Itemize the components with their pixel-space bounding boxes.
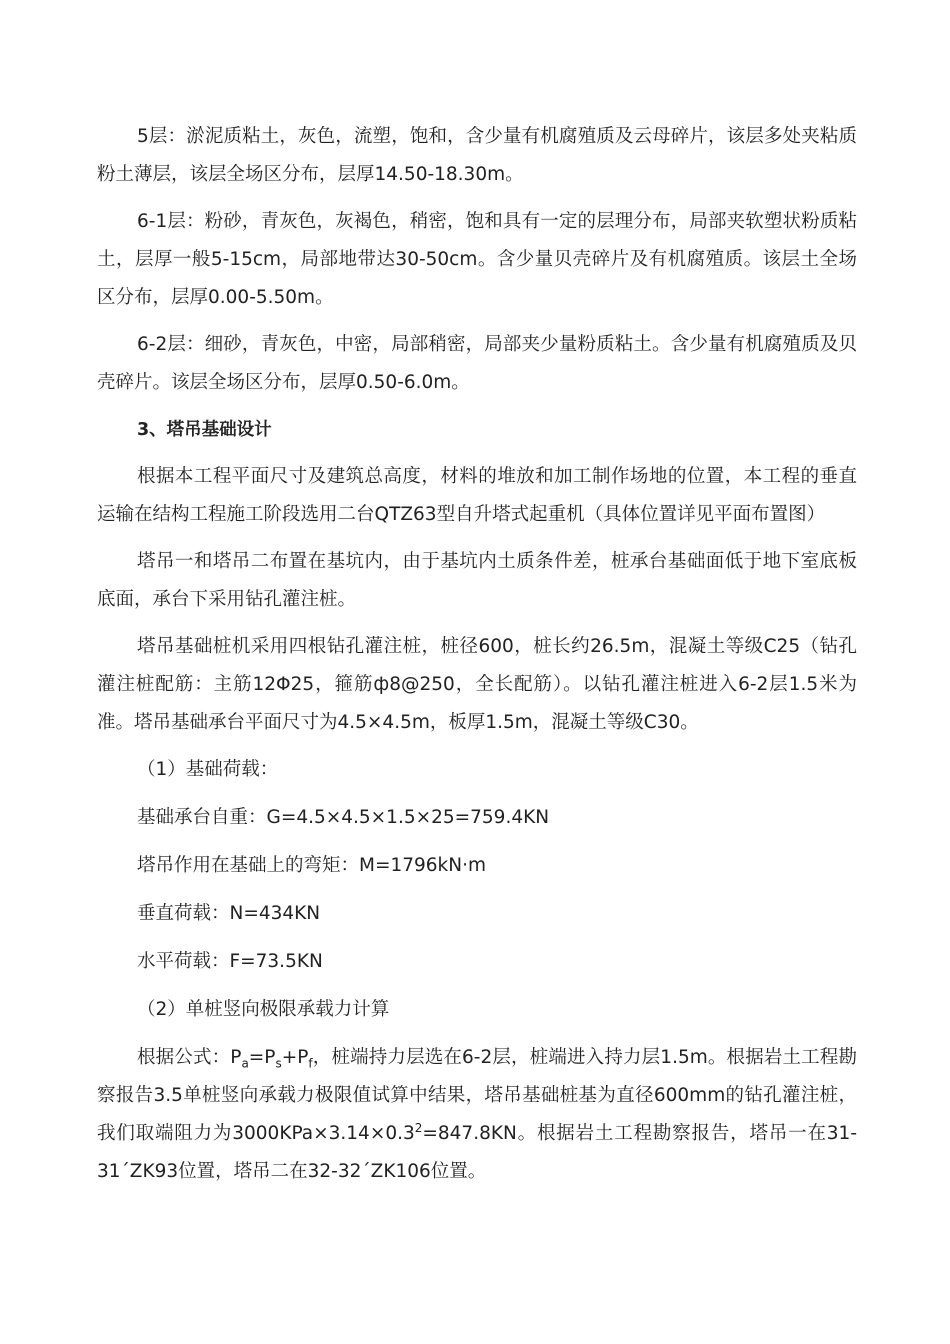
formula-text-after: ，桩端持力层选在6-2层，桩端进入持力层1.5m。根据岩土工程勘察报告3.5单桩竖向承载力极限值试算中结果，塔吊基础桩基为直径600mm的钻孔灌注桩，我们取端阻力为3000KPa×3.14×0.3 [97, 1047, 857, 1144]
layer-6-1-paragraph: 6-1层：粉砂，青灰色，灰褐色，稍密，饱和具有一定的层理分布，局部夹软塑状粉质粘土，层厚一般5-15cm，局部地带达30-50cm。含少量贝壳碎片及有机腐殖质。该层土全场区分布，层厚0.00-5.50m。 [97, 211, 857, 308]
formula-paragraph [97, 1039, 857, 1191]
design-paragraph-1: 根据本工程平面尺寸及建筑总高度，材料的堆放和加工制作场地的位置，本工程的垂直运输在结构工程施工阶段选用二台QTZ63型自升塔式起重机（具体位置详见平面布置图） [97, 466, 857, 525]
load-horizontal: 水平荷载：F=73.5KN [137, 951, 323, 972]
layer-6-2-paragraph: 6-2层：细砂，青灰色，中密，局部稍密，局部夹少量粉质粘土。含少量有机腐殖质及贝壳碎片。该层全场区分布，层厚0.50-6.0m。 [97, 334, 857, 393]
load-moment: 塔吊作用在基础上的弯矩：M=1796kN·m [137, 855, 486, 876]
formula-plus: +P [281, 1047, 309, 1068]
load-vertical: 垂直荷载：N=434KN [137, 903, 321, 924]
load-self-weight: 基础承台自重：G=4.5×4.5×1.5×25=759.4KN [137, 807, 550, 828]
calc-heading: （2）单桩竖向极限承载力计算 [137, 999, 390, 1020]
design-paragraph-2: 塔吊一和塔吊二布置在基坑内，由于基坑内土质条件差，桩承台基础面低于地下室底板底面，承台下采用钻孔灌注桩。 [97, 551, 857, 610]
formula-prefix: 根据公式： [137, 1047, 231, 1068]
design-paragraph-3: 塔吊基础桩机采用四根钻孔灌注桩，桩径600，桩长约26.5m，混凝土等级C25（钻孔灌注桩配筋：主筋12Φ25，箍筋ф8@250，全长配筋）。以钻孔灌注桩进入6-2层1.5米为准。塔吊基础承台平面尺寸为4.5×4.5m，板厚1.5m，混凝土等级C30。 [97, 636, 857, 733]
formula-sup-2: 2 [414, 1120, 423, 1135]
formula-eq: =P [248, 1047, 276, 1068]
formula-sub-a: a [241, 1056, 249, 1071]
section-heading: 3、塔吊基础设计 [137, 420, 272, 440]
formula-sub-f: f [308, 1056, 313, 1071]
formula-p: P [230, 1047, 242, 1068]
formula-text-end: =847.8KN。根据岩土工程勘察报告，塔吊一在31-31΄ZK93位置，塔吊二在32-32΄ZK106位置。 [97, 1123, 857, 1182]
loads-heading: （1）基础荷载： [137, 759, 279, 780]
formula-sub-s: s [275, 1056, 282, 1071]
layer-5-paragraph: 5层：淤泥质粘土，灰色，流塑，饱和，含少量有机腐殖质及云母碎片，该层多处夹粘质粉土薄层，该层全场区分布，层厚14.50-18.30m。 [97, 126, 857, 185]
document-page [97, 118, 857, 1200]
